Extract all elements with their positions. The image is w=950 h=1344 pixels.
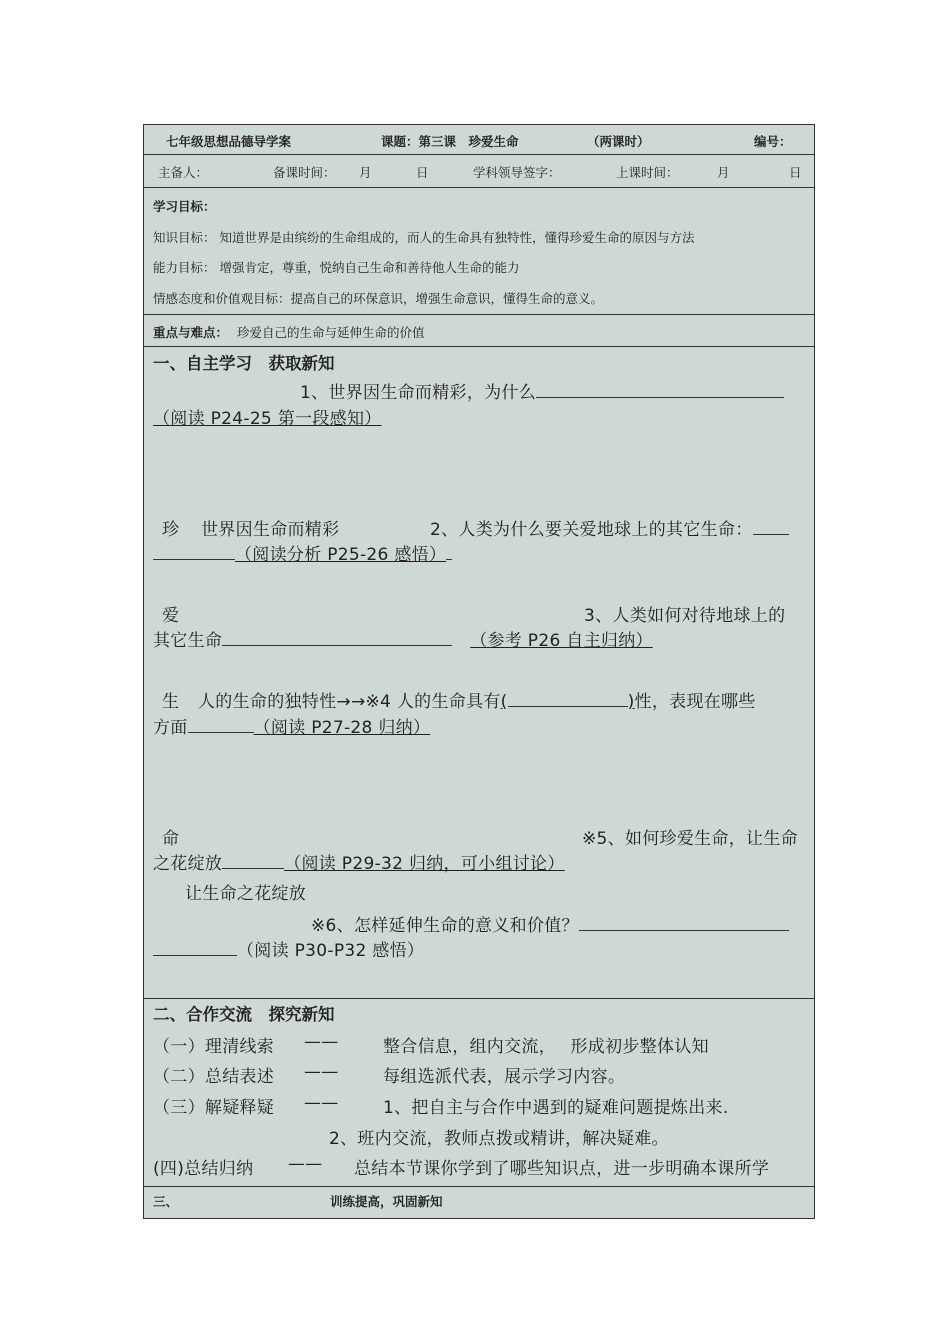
question-4-line1: 人的生命的独特性→→※4 人的生命具有( )性，表现在哪些 (198, 692, 756, 712)
step-4-text: 总结本节课你学到了哪些知识点，进一步明确本课所学 (354, 1159, 770, 1179)
practice-section (144, 1187, 814, 1218)
section1-title: 一、自主学习 获取新知 (153, 354, 335, 373)
number-label: 编号： (754, 134, 792, 149)
step-4-label: (四)总结归纳 (153, 1159, 254, 1179)
question-2: 2、人类为什么要关爱地球上的其它生命： (430, 515, 789, 540)
question-1: 1、世界因生命而精彩，为什么 (300, 378, 784, 403)
key-points-label: 重点与难点： (153, 325, 229, 340)
step-1-dash: —— (304, 1032, 339, 1052)
margin-char-sheng: 生 (162, 692, 180, 712)
leader-sign-label: 学科领导签字： (473, 165, 561, 180)
step-3-text-2: 2、班内交流，教师点拨或精讲，解决疑难。 (329, 1129, 669, 1149)
class-month-label: 月 (717, 165, 730, 180)
section3-number: 三、 (153, 1194, 179, 1209)
question-5-line2: 之花绽放 （阅读 P29-32 归纳，可小组讨论） (153, 854, 565, 874)
answer-blank[interactable] (222, 854, 284, 869)
step-4-dash: —— (288, 1154, 323, 1174)
prep-day-label: 日 (416, 165, 429, 180)
step-3-label: （三）解疑释疑 (153, 1098, 275, 1118)
emotion-objective: 情感态度和价值观目标：提高自己的环保意识，增强生命意识，懂得生命的意义。 (153, 291, 604, 306)
answer-blank[interactable] (153, 941, 237, 956)
key-points-text: 珍爱自己的生命与延伸生命的价值 (237, 325, 425, 340)
question-6: ※6、怎样延伸生命的意义和价值？ (311, 911, 789, 936)
answer-blank[interactable] (153, 545, 235, 560)
question-4-line2: 方面 （阅读 P27-28 归纳） (153, 718, 431, 738)
periods-label: （两课时） (587, 134, 650, 149)
self-study-section (144, 347, 814, 999)
cooperation-section (144, 999, 814, 1187)
step-1-label: （一）理清线索 (153, 1037, 275, 1057)
margin-world-life: 世界因生命而精彩 (201, 520, 340, 540)
lesson-plan-sheet (143, 124, 815, 1219)
section3-title: 训练提高，巩固新知 (330, 1194, 443, 1209)
answer-blank[interactable] (753, 520, 789, 535)
answer-blank[interactable] (222, 631, 452, 646)
question-3-line1: 3、人类如何对待地球上的 (584, 606, 786, 626)
ability-objective: 能力目标： 增强肯定，尊重，悦纳自己生命和善待他人生命的能力 (153, 260, 520, 275)
step-3-text: 1、把自主与合作中遇到的疑难问题提炼出来. (383, 1098, 729, 1118)
question-6-hint-line: （阅读 P30-P32 感悟） (153, 936, 424, 961)
step-2-text: 每组选派代表，展示学习内容。 (383, 1067, 626, 1087)
class-time-label: 上课时间： (616, 165, 679, 180)
answer-blank[interactable] (508, 692, 628, 707)
answer-blank[interactable] (579, 916, 789, 931)
prep-time-label: 备课时间： (273, 165, 336, 180)
margin-bloom: 让生命之花绽放 (185, 884, 307, 904)
margin-char-ming: 命 (162, 829, 180, 849)
objectives-title: 学习目标： (153, 199, 216, 214)
header-row (144, 125, 814, 155)
step-1-text: 整合信息，组内交流， 形成初步整体认知 (383, 1037, 709, 1057)
section2-title: 二、合作交流 探究新知 (153, 1005, 335, 1024)
step-2-dash: —— (304, 1062, 339, 1082)
question-5-line1: ※5、如何珍爱生命，让生命 (582, 829, 798, 849)
objectives-row (144, 188, 814, 315)
knowledge-objective: 知识目标： 知道世界是由缤纷的生命组成的，而人的生命具有独特性，懂得珍爱生命的原因与方法 (153, 230, 695, 245)
preparer-label: 主备人： (158, 165, 209, 180)
step-3-dash: —— (304, 1093, 339, 1113)
question-1-hint: （阅读 P24-25 第一段感知） (153, 409, 382, 429)
course-title: 七年级思想品德导学案 (166, 134, 292, 149)
prep-info-row (144, 155, 814, 188)
margin-char-zhen: 珍 (162, 520, 180, 540)
key-points-row (144, 315, 814, 347)
class-day-label: 日 (789, 165, 802, 180)
prep-month-label: 月 (359, 165, 372, 180)
lesson-topic: 课题：第三课 珍爱生命 (381, 134, 519, 149)
question-2-hint-line: （阅读分析 P25-26 感悟） (153, 540, 452, 565)
margin-char-ai: 爱 (162, 606, 180, 626)
answer-blank[interactable] (536, 383, 784, 398)
step-2-label: （二）总结表述 (153, 1067, 275, 1087)
answer-blank[interactable] (188, 718, 254, 733)
question-3-line2: 其它生命 （参考 P26 自主归纳） (153, 631, 653, 651)
